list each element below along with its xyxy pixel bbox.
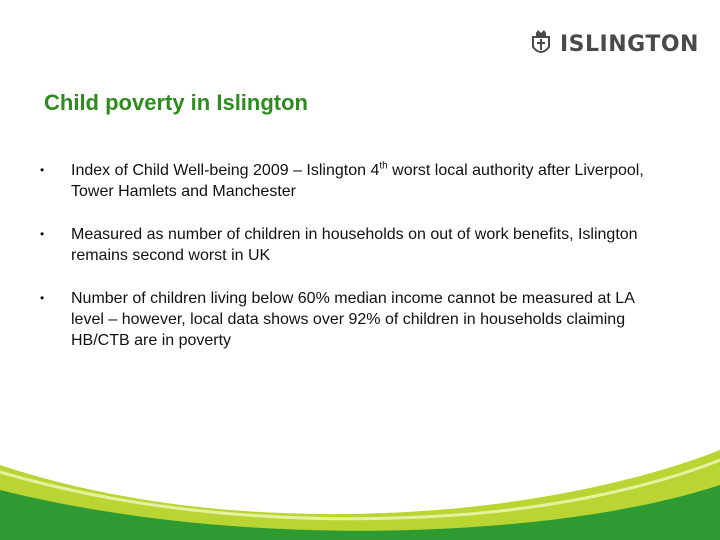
bullet-icon: • (40, 291, 45, 305)
bullet-text: Number of children living below 60% median income cannot be measured at LA level – however, local data shows over 92% of children in households claiming HB/CTB are in poverty (71, 290, 634, 349)
bullet-text: Measured as number of children in households on out of work benefits, Islington remains second worst in UK (71, 226, 638, 264)
logo-wordmark: ISLINGTON (560, 31, 699, 57)
islington-logo (530, 29, 699, 59)
bullet-list (40, 160, 660, 373)
bullet-item (40, 160, 660, 202)
bullet-item (40, 288, 660, 351)
ordinal-suffix: th (379, 160, 388, 172)
bullet-text-part: Index of Child Well-being 2009 – Islington 4 (71, 162, 380, 179)
crest-icon (530, 29, 552, 59)
bullet-item (40, 224, 660, 266)
bullet-text-part: worst local authority after Liverpool, Tower Hamlets and Manchester (71, 162, 644, 200)
bullet-icon: • (40, 163, 45, 177)
page-title: Child poverty in Islington (44, 90, 308, 115)
decorative-swoosh (0, 430, 720, 540)
bullet-icon: • (40, 227, 45, 241)
